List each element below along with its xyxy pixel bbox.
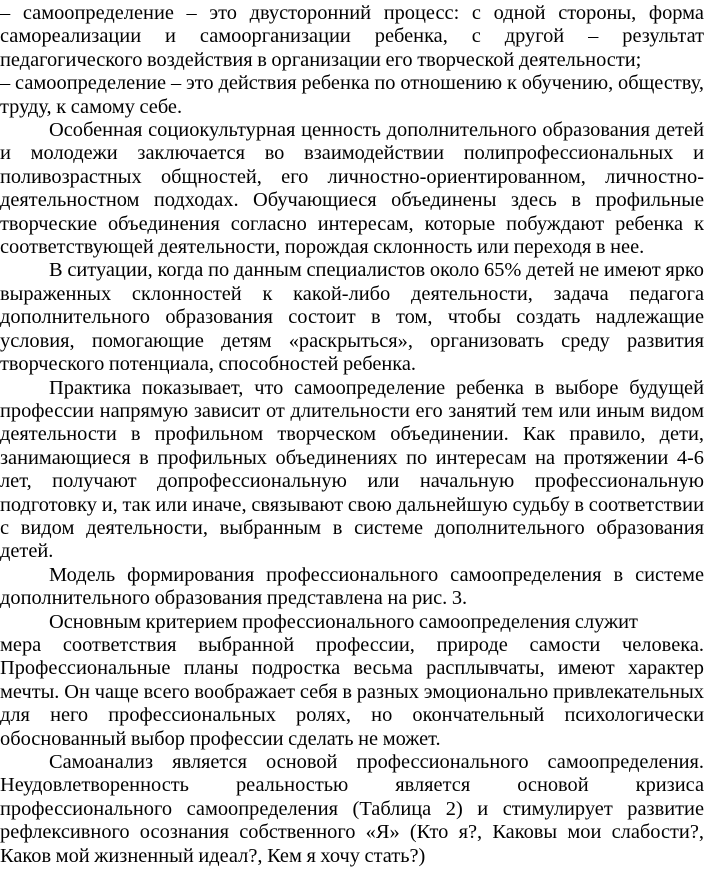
paragraph-self-determination-definition-1: – самоопределение – это двусторонний процесс: с одной стороны, форма самореализации и самоорганизации ребенка, с другой – результат педагогического воздействия в организации его творческой деятельности; bbox=[0, 2, 704, 71]
paragraph-main-criterion: Основным критерием профессионального самоопределения служит bbox=[49, 610, 638, 633]
paragraph-model-reference: Модель формирования профессионального самоопределения в системе дополнительного образования представлена на рис. 3. bbox=[0, 563, 704, 610]
paragraph-self-analysis: Самоанализ является основой профессионального самоопределения. Неудовлетворенность реальностью является основой кризиса профессионального самоопределения (Таблица 2) и стимулирует развитие рефлексивного осознания собственного «Я» (Кто я?, Каковы мои слабости?, Каков мой жизненный идеал?, Кем я хочу стать?) bbox=[0, 751, 704, 867]
paragraph-situation-65-percent: В ситуации, когда по данным специалистов около 65% детей не имеют ярко выраженных склонностей к какой-либо деятельности, задача педагога дополнительного образования состоит в том, чтобы создать надлежащие условия, помогающие детям «раскрыться», организовать среду развития творческого потенциала, способностей ребенка. bbox=[0, 259, 704, 376]
paragraph-sociocultural-value: Особенная социокультурная ценность дополнительного образования детей и молодежи заключается во взаимодействии полипрофессиональных и поливозрастных общностей, его личностно-ориентированном, личностно-деятельностном подходах. Обучающиеся объединены здесь в профильные творческие объединения согласно интересам, которые побуждают ребенка к соответствующей деятельности, порождая склонность или переходя в нее. bbox=[0, 119, 704, 259]
paragraph-self-determination-definition-2: – самоопределение – это действия ребенка по отношению к обучению, обществу, труду, к самому себе. bbox=[0, 72, 704, 118]
paragraph-practice-shows: Практика показывает, что самоопределение ребенка в выборе будущей профессии напрямую зависит от длительности его занятий тем или иным видом деятельности в профильном творческом объединении. Как правило, дети, занимающиеся в профильных объединениях по интересам на протяжении 4-6 лет, получают допрофессиональную или начальную профессиональную подготовку и, так или иначе, связывают свою дальнейшую судьбу в соответствии с видом деятельности, выбранным в системе дополнительного образования детей. bbox=[0, 376, 704, 563]
paragraph-measure-of-correspondence: мера соответствия выбранной профессии, природе самости человека. Профессиональные планы подростка весьма расплывчаты, имеют характер мечты. Он чаще всего воображает себя в разных эмоционально привлекательных для него профессиональных ролях, но окончательный психологически обоснованный выбор профессии сделать не может. bbox=[0, 633, 704, 750]
